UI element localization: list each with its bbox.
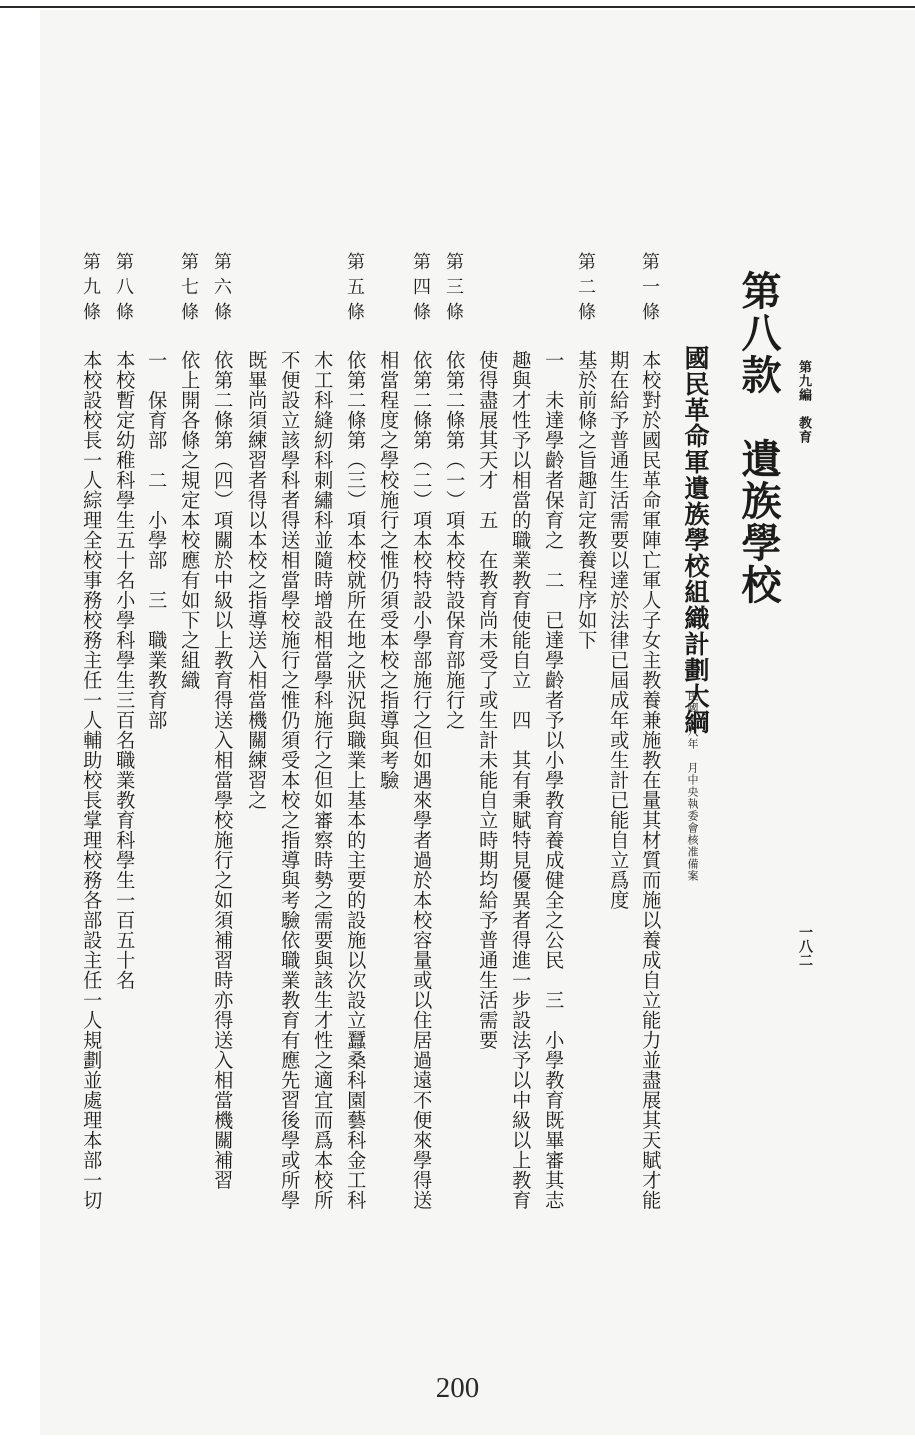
article-9-label: 第九條 (80, 252, 101, 327)
article-7-line-1: 依上開各條之規定本校應有如下之組織 (178, 350, 202, 690)
article-4-line-2: 相當程度之學校施行之惟仍須受本校之指導與考驗 (377, 350, 401, 790)
article-2-line-3: 趣與才性予以相當的職業教育使能自立 四 其有秉賦特見優異者得進一步設法予以中級以上教育 (509, 350, 533, 1210)
document-approval-note: 民國十八年 月中央執委會核准備案 (686, 690, 699, 882)
article-5-label: 第五條 (344, 252, 365, 327)
article-3-label: 第三條 (443, 252, 464, 327)
article-2-label: 第二條 (575, 252, 596, 327)
document-title: 國民革命軍遺族學校組織計劃大綱 (681, 345, 710, 735)
article-5-line-1: 依第二條第（三）項本校就所在地之狀況與職業上基本的主要的設施以次設立蠶桑科園藝科金工科 (344, 350, 368, 1210)
article-3-line-1: 依第二條第（一）項本校特設保育部施行之 (443, 350, 467, 730)
article-8-line-1: 本校暫定幼稚科學生五十名小學科學生三百名職業教育科學生一百五十名 (113, 350, 137, 990)
article-5-line-4: 既畢尚須練習者得以本校之指導送入相當機關練習之 (245, 350, 269, 810)
article-1-line-1: 本校對於國民革命軍陣亡軍人子女主教養兼施教在量其材質而施以養成自立能力並盡展其天賦才能 (639, 350, 663, 1210)
page-number: 200 (435, 1372, 480, 1404)
article-1-line-2: 期在給予普通生活需要以達於法律已屆成年或生計已能自立爲度 (607, 350, 631, 910)
article-5-line-2: 木工科縫紉科刺繡科並隨時增設相當學科施行之但如審察時勢之需要與該生才性之適宜而爲本校所 (311, 350, 335, 1210)
article-7-label: 第七條 (178, 252, 199, 327)
article-8-label: 第八條 (113, 252, 134, 327)
article-6-label: 第六條 (211, 252, 232, 327)
article-2-line-1: 基於前條之旨趣訂定教養程序如下 (575, 350, 599, 650)
article-5-line-3: 不便設立該學科者得送相當學校施行之惟仍須受本校之指導與考驗依職業教育有應先習後學或所學 (278, 350, 302, 1210)
article-4-label: 第四條 (410, 252, 431, 327)
article-6-line-1: 依第二條第（四）項關於中級以上教育得送入相當學校施行之如須補習時亦得送入相當機關補習 (211, 350, 235, 1190)
chapter-title: 第八款 遺族學校 (735, 270, 782, 606)
article-4-line-1: 依第二條第（二）項本校特設小學部施行之但如遇來學者過於本校容量或以住居過遠不便來學得送 (410, 350, 434, 1210)
article-1-label: 第一條 (639, 252, 660, 327)
article-9-line-1: 本校設校長一人綜理全校事務校務主任一人輔助校長掌理校務各部設主任一人規劃並處理本部一切 (80, 350, 104, 1210)
top-border-rule (0, 6, 915, 8)
article-2-line-4: 使得盡展其天才 五 在教育尚未受了或生計未能自立時期均給予普通生活需要 (476, 350, 500, 1050)
running-header-page-number: 一八二 (797, 925, 813, 967)
running-header-section: 第九編 教育 (796, 360, 811, 444)
article-7-line-2: 一 保育部 二 小學部 三 職業教育部 (145, 350, 169, 730)
article-2-line-2: 一 未達學齡者保育之 二 已達學齡者予以小學教育養成健全之公民 三 小學教育既畢審其志 (542, 350, 566, 1210)
